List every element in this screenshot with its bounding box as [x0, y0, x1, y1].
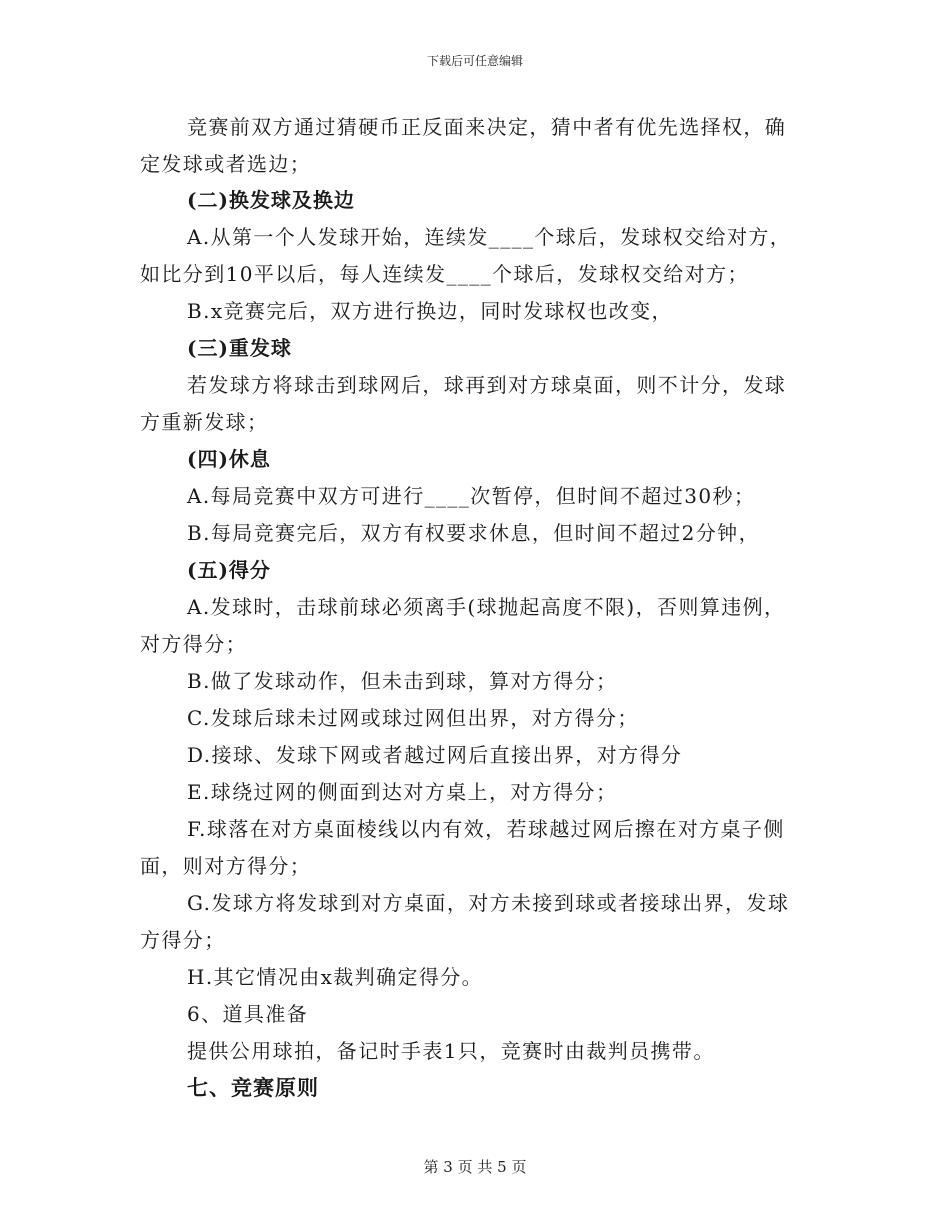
body-line: 如比分到10平以后，每人连续发____个球后，发球权交给对方；: [140, 262, 749, 286]
body-line: B.每局竞赛完后，双方有权要求休息，但时间不超过2分钟，: [187, 521, 760, 545]
page-header: 下载后可任意编辑: [426, 54, 523, 68]
section-heading: (五)得分: [187, 558, 271, 582]
body-line: A.发球时，击球前球必须离手(球抛起高度不限)，否则算违例，: [187, 595, 786, 619]
body-line: 方重新发球；: [140, 410, 269, 434]
body-line: 定发球或者选边；: [140, 152, 312, 176]
body-line: A.从第一个人发球开始，连续发____个球后，发球权交给对方，: [187, 225, 792, 249]
section-heading: (二)换发球及换边: [187, 188, 355, 212]
body-line: 竞赛前双方通过猜硬币正反面来决定，猜中者有优先选择权，确: [187, 115, 787, 139]
body-line: F.球落在对方桌面棱线以内有效，若球越过网后擦在对方桌子侧: [187, 817, 785, 841]
section-heading: 七、竞赛原则: [187, 1075, 319, 1100]
body-line: E.球绕过网的侧面到达对方桌上，对方得分；: [187, 780, 618, 804]
section-heading: (三)重发球: [187, 336, 292, 360]
body-line: G.发球方将发球到对方桌面，对方未接到球或者接球出界，发球: [187, 891, 790, 915]
body-line: B.做了发球动作，但未击到球，算对方得分；: [187, 669, 618, 693]
body-line: A.每局竞赛中双方可进行____次暂停，但时间不超过30秒；: [187, 484, 756, 508]
section-heading: (四)休息: [187, 447, 271, 471]
page-footer: 第 3 页 共 5 页: [423, 1158, 527, 1176]
body-line: 面，则对方得分；: [140, 854, 312, 878]
body-line: 提供公用球拍，备记时手表1只，竞赛时由裁判员携带。: [187, 1039, 715, 1063]
body-line: 方得分；: [140, 928, 226, 952]
body-line: 若发球方将球击到球网后，球再到对方球桌面，则不计分，发球: [187, 373, 787, 397]
body-line: D.接球、发球下网或者越过网后直接出界，对方得分: [187, 743, 683, 767]
body-line: 对方得分；: [140, 632, 247, 656]
body-line: H.其它情况由x裁判确定得分。: [187, 965, 484, 989]
body-line: C.发球后球未过网或球过网但出界，对方得分；: [187, 706, 639, 730]
section-heading: 6、道具准备: [187, 1002, 309, 1026]
body-line: B.x竞赛完后，双方进行换边，同时发球权也改变，: [187, 299, 673, 323]
